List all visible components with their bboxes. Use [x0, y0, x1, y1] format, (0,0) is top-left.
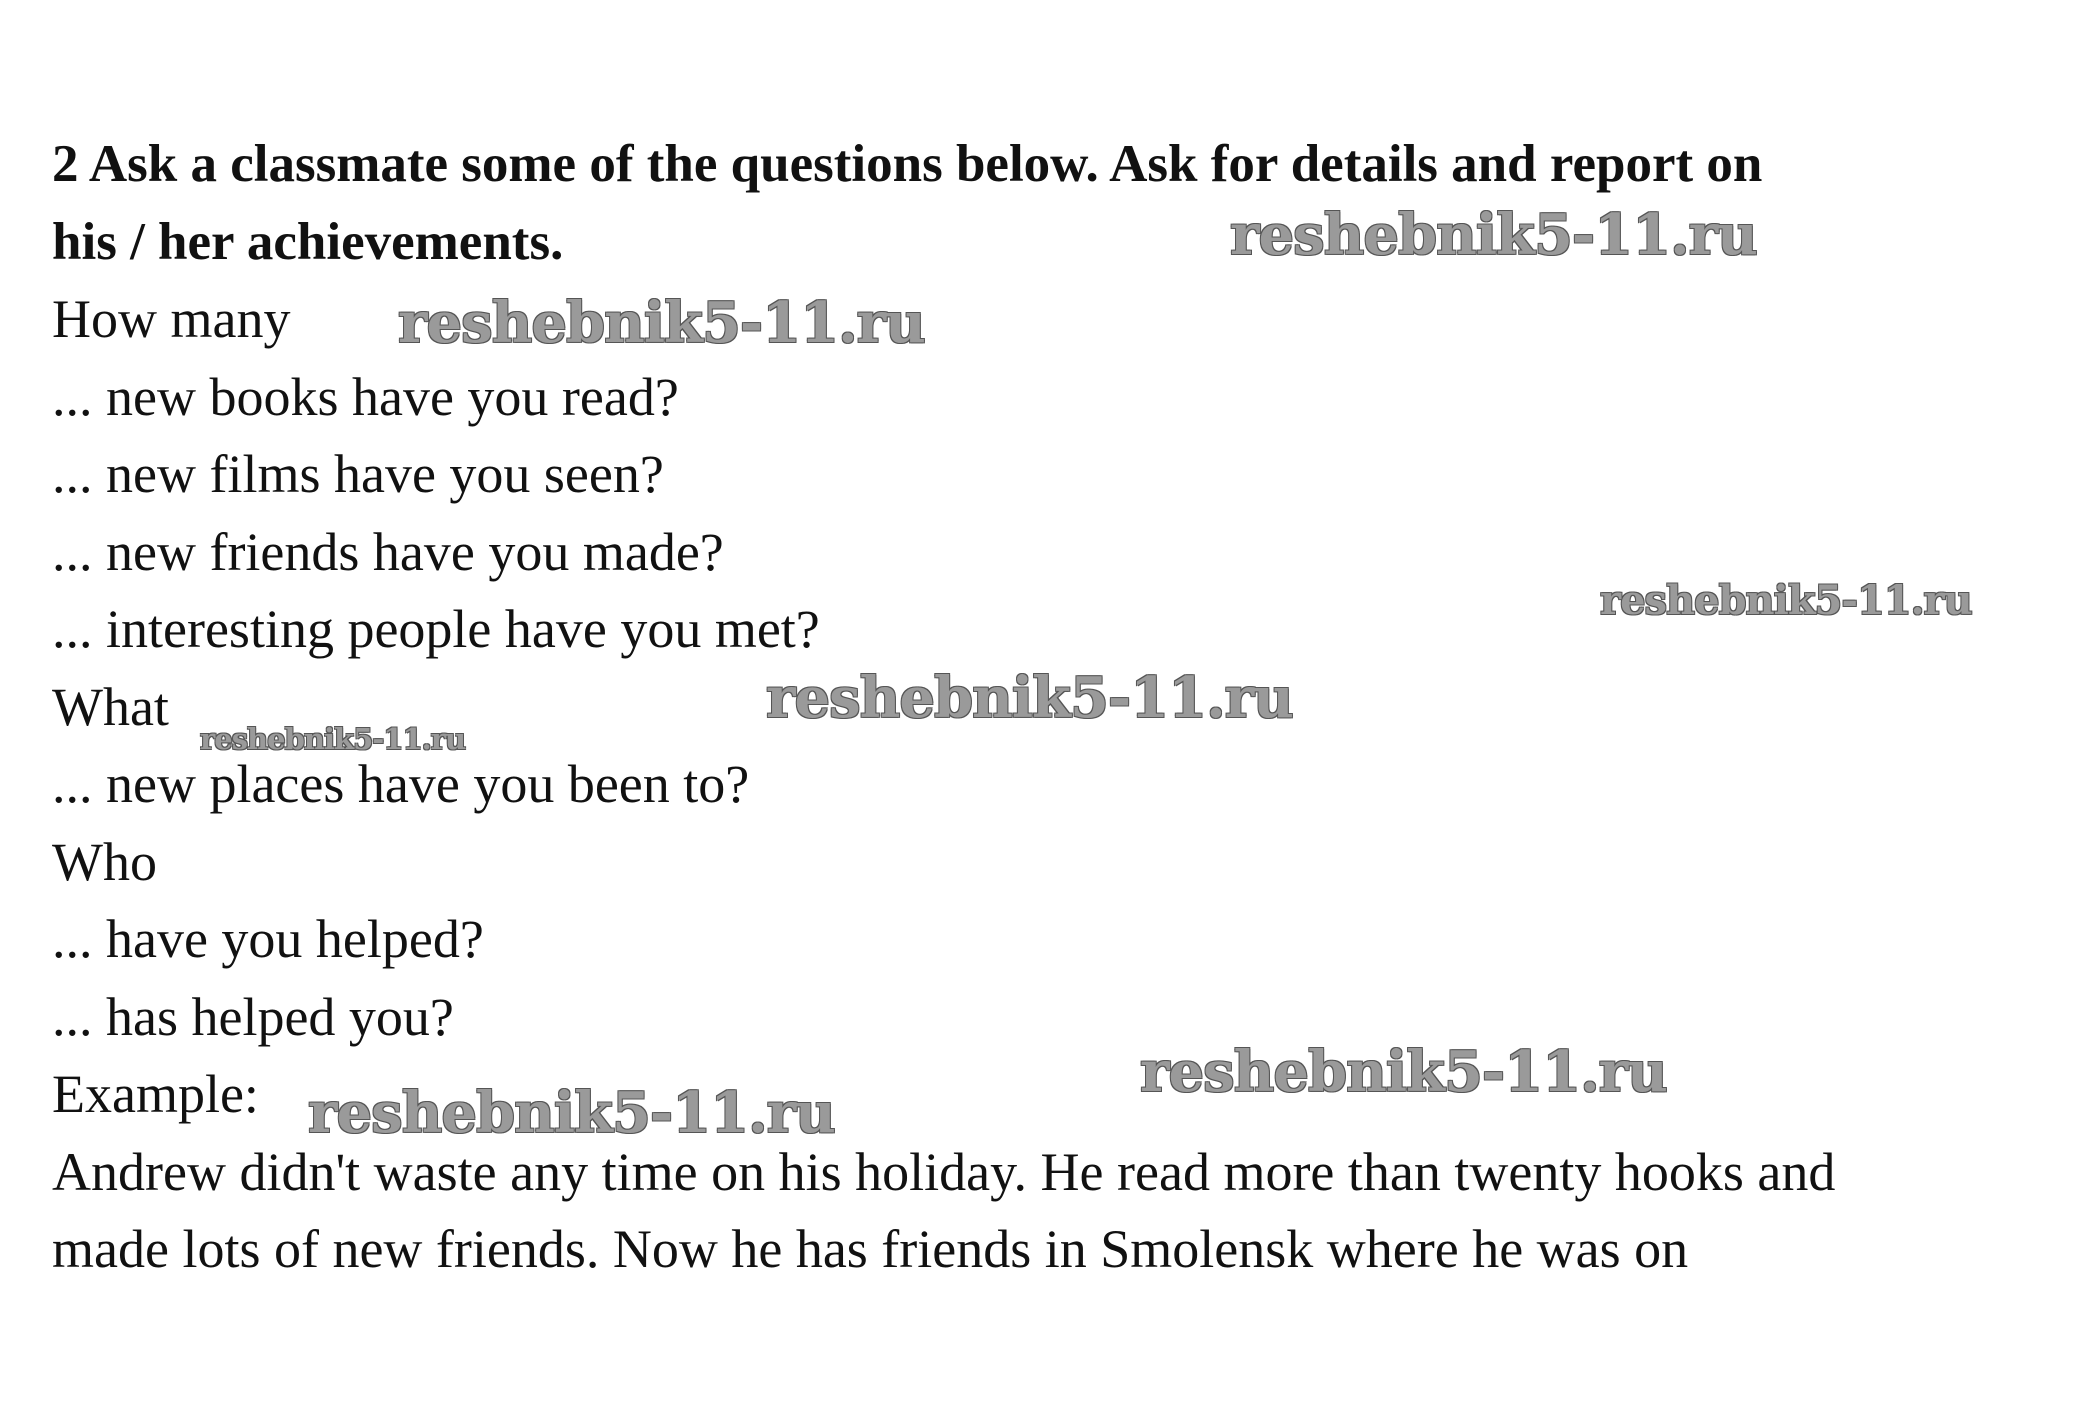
watermark: reshebnik5-11.ru — [1140, 1039, 1667, 1105]
question-group-what: What — [52, 676, 169, 737]
question-line: ... new friends have you made? — [52, 521, 724, 582]
watermark: reshebnik5-11.ru — [308, 1080, 835, 1146]
question-line: ... new films have you seen? — [52, 444, 664, 504]
watermark: reshebnik5-11.ru — [1230, 202, 1757, 268]
example-text-line-1: Andrew didn't waste any time on his holiday. He read more than twenty hooks and — [52, 1141, 1836, 1202]
question-line: ... have you helped? — [52, 909, 484, 969]
question-line: ... new places have you been to? — [52, 754, 750, 814]
question-group-how-many: How many — [52, 289, 291, 349]
watermark: reshebnik5-11.ru — [200, 722, 466, 756]
watermark: reshebnik5-11.ru — [398, 290, 925, 356]
example-label: Example: — [52, 1064, 259, 1124]
watermark: reshebnik5-11.ru — [766, 665, 1293, 731]
watermark: reshebnik5-11.ru — [1600, 577, 1972, 624]
exercise-heading-line-1: 2 Ask a classmate some of the questions below. Ask for details and report on — [52, 135, 1763, 193]
question-line: ... new books have you read? — [52, 366, 679, 427]
example-text-line-2: made lots of new friends. Now he has friends in Smolensk where he was on — [52, 1219, 1689, 1279]
question-line: ... interesting people have you met? — [52, 599, 820, 659]
question-group-who: Who — [52, 831, 157, 892]
question-line: ... has helped you? — [52, 986, 454, 1047]
exercise-heading-line-2: his / her achievements. — [52, 212, 564, 271]
